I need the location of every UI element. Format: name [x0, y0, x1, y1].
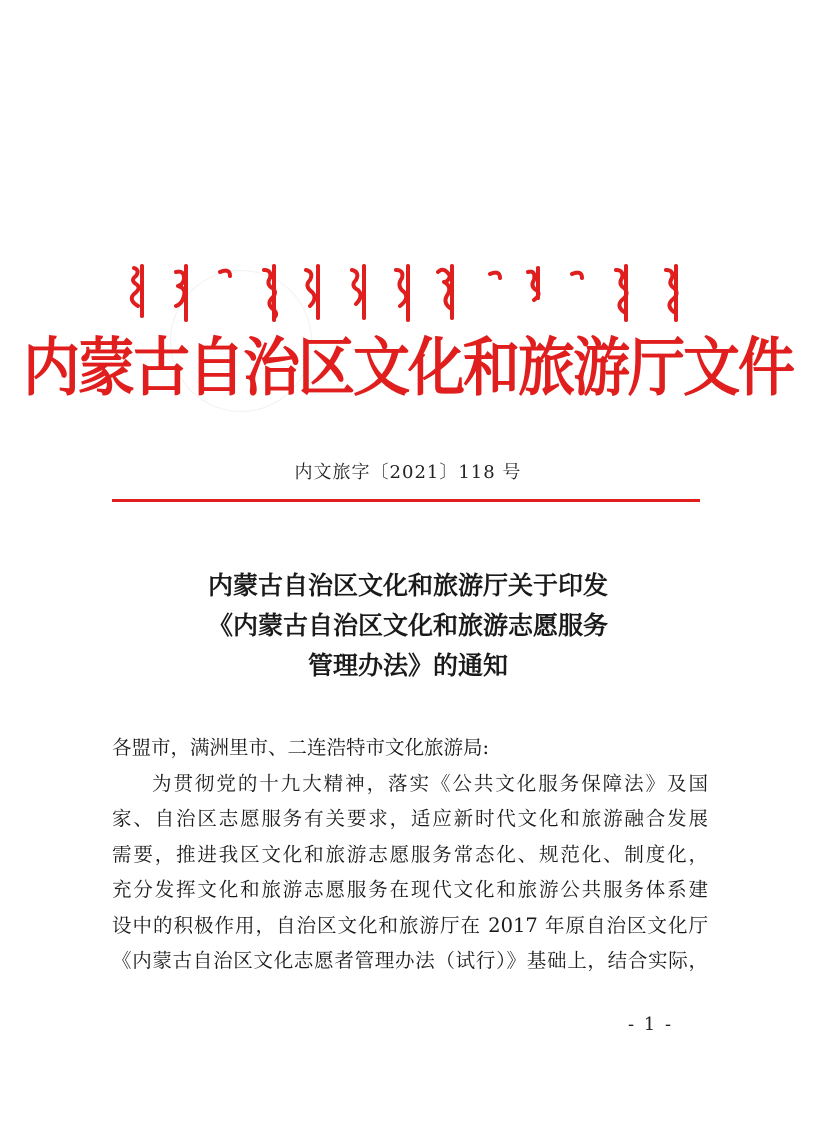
notice-body — [112, 730, 708, 979]
notice-title — [0, 566, 816, 686]
paragraph-line: 为贯彻党的十九大精神，落实《公共文化服务保障法》及国 — [152, 771, 708, 795]
notice-title-line: 《内蒙古自治区文化和旅游志愿服务 — [207, 611, 608, 640]
paragraph-line: 设中的积极作用，自治区文化和旅游厅在 2017 年原自治区文化厅 — [112, 913, 708, 937]
mongol-word-12 — [616, 266, 627, 320]
red-divider-line — [112, 499, 700, 502]
paragraph-line: 充分发挥文化和旅游志愿服务在现代文化和旅游公共服务体系建 — [112, 878, 708, 901]
notice-title-line: 管理办法》的通知 — [307, 651, 508, 680]
mongol-word-9 — [490, 273, 500, 278]
mongol-word-10 — [528, 268, 539, 300]
paragraph-line: 需要，推进我区文化和旅游志愿服务常态化、规范化、制度化， — [112, 842, 708, 866]
page-number: - 1 - — [628, 1014, 674, 1035]
mongol-word-8 — [438, 266, 452, 318]
mongol-word-1 — [132, 266, 142, 316]
paragraph-line: 家、自治区志愿服务有关要求，适应新时代文化和旅游融合发展 — [112, 807, 708, 830]
mongol-word-3 — [220, 271, 230, 276]
mongol-word-13 — [666, 266, 677, 320]
mongol-word-2 — [176, 266, 186, 320]
mongol-word-5 — [306, 266, 318, 318]
mongol-word-11 — [572, 273, 582, 278]
paragraph-line: 《内蒙古自治区文化志愿者管理办法（试行）》基础上，结合实际， — [112, 949, 708, 972]
issuing-authority-title: 内蒙古自治区文化和旅游厅文件 — [23, 331, 793, 406]
mongolian-script-header — [120, 262, 710, 324]
mongol-word-7 — [396, 266, 408, 320]
document-number: 内文旅字〔2021〕118 号 — [294, 462, 522, 483]
mongol-word-4 — [264, 266, 276, 320]
notice-title-line: 内蒙古自治区文化和旅游厅关于印发 — [207, 571, 608, 600]
addressee: 各盟市，满洲里市、二连浩特市文化旅游局: — [112, 736, 490, 759]
mongol-word-6 — [352, 266, 364, 318]
